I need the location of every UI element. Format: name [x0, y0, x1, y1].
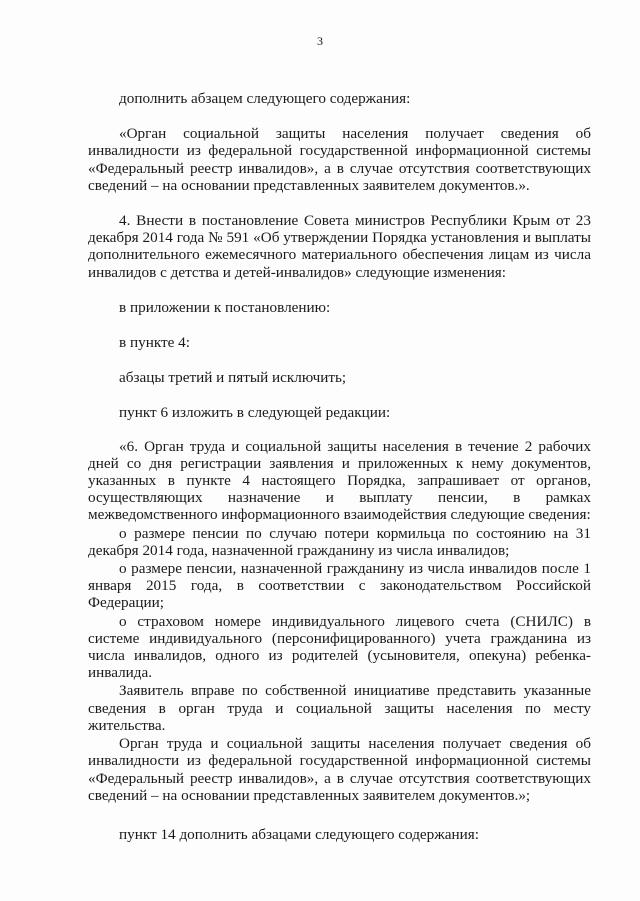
paragraph-exclude: абзацы третий и пятый исключить; — [119, 369, 347, 387]
paragraph-intro: дополнить абзацем следующего содержания: — [119, 90, 411, 107]
paragraph-quote-organ-social: «Орган социальной защиты населения получает сведения об инвалидности из федеральной государственной информационной системы «Федеральный реестр инвалидов», а в случае отсутствия соответствующих сведений – на основании представленных заявителем документов.». — [88, 125, 591, 194]
page-number: 3 — [317, 34, 323, 48]
paragraph-point-4: в пункте 4: — [119, 334, 190, 352]
paragraph-appendix: в приложении к постановлению: — [119, 298, 331, 316]
paragraph-point-14: пункт 14 дополнить абзацами следующего содержания: — [119, 825, 479, 843]
paragraph-snils: о страховом номере индивидуального лицевого счета (СНИЛС) в системе индивидуального (персонифицированного) учета гражданина из числа инвалидов, одного из родителей (усыновителя, опекуна) ребенка-инвалида. — [88, 612, 591, 682]
paragraph-applicant-right: Заявитель вправе по собственной инициативе представить указанные сведения в орган труда и социальной защиты населения по месту жительства. — [88, 682, 591, 734]
document-body — [88, 90, 591, 843]
paragraph-organ-labor: Орган труда и социальной защиты населения получает сведения об инвалидности из федеральной государственной информационной системы «Федеральный реестр инвалидов», а в случае отсутствия соответствующих сведений – на основании представленных заявителем документов.»; — [88, 735, 591, 804]
paragraph-point-6-text: «6. Орган труда и социальной защиты населения в течение 2 рабочих дней со дня регистрации заявления и приложенных к нему документов, указанных в пункте 4 настоящего Порядка, запрашивает от органов, осуществляющих назначение и выплату пенсии, в рамках межведомственного информационного взаимодействия следующие сведения: — [88, 437, 591, 524]
paragraph-point-6-edit: пункт 6 изложить в следующей редакции: — [119, 404, 391, 422]
paragraph-pension-2015: о размере пенсии, назначенной гражданину из числа инвалидов после 1 января 2015 года, в соответствии с законодательством Российской Федерации; — [88, 560, 591, 612]
paragraph-item-4: 4. Внести в постановление Совета министров Республики Крым от 23 декабря 2014 года № 591 «Об утверждении Порядка установления и выплаты дополнительного ежемесячного материального обеспечения лицам из числа инвалидов с детства и детей-инвалидов» следующие изменения: — [88, 212, 591, 281]
paragraph-pension-loss: о размере пенсии по случаю потери кормильца по состоянию на 31 декабря 2014 года, назначенной гражданину из числа инвалидов; — [88, 524, 591, 559]
